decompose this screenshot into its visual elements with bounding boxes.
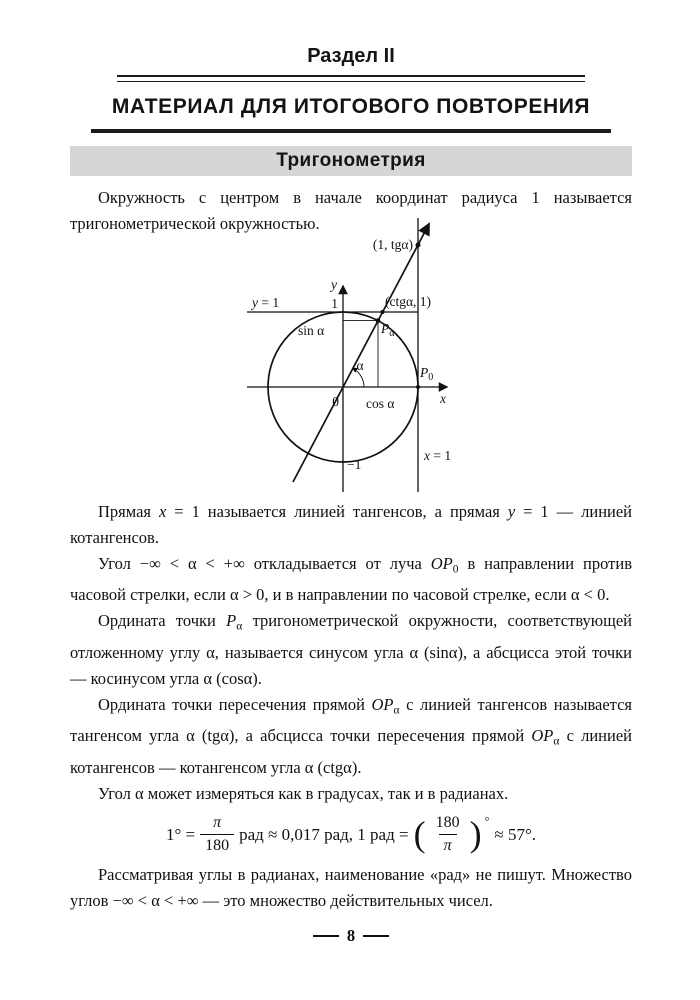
degree-sign: °	[484, 813, 490, 828]
point-tangent-intersection	[416, 243, 421, 248]
label-y-axis: y	[331, 277, 337, 292]
paragraph-tg-ctg-definition: Ордината точки пересечения прямой $OP_\alpha$ с линией тангенсов называется тангенсом угла α (tgα), а абсцисса точки пересечения прямой $OP_\alpha$ с линией котангенсов — котангенсом угла α (ctgα).	[70, 694, 632, 777]
point-cotangent-intersection	[380, 310, 384, 314]
label-sin-alpha: sin α	[298, 323, 325, 338]
label-angle-alpha: α	[356, 358, 364, 373]
paragraph-angle-direction: Угол −∞ < α < +∞ откладывается от луча $OP_0$ в направлении против часовой стрелки, если α > 0, и в направлении по часовой стрелке, если α < 0.	[70, 554, 632, 605]
paragraph-sin-cos-definition: Ордината точки $P_\alpha$ тригонометрической окружности, соответствующей отложенному углу α, называется синусом угла α (sinα), а абсцисса этой точки — косинусом угла α (cosα).	[70, 611, 632, 688]
thick-rule	[91, 129, 611, 133]
label-cos-alpha: cos α	[366, 396, 395, 411]
radian-degree-formula	[70, 815, 632, 854]
label-minus-one: −1	[347, 457, 362, 472]
section-title: Раздел II	[307, 45, 395, 67]
right-dash	[363, 935, 389, 937]
label-x-axis: x	[440, 391, 446, 406]
fraction-180-over-pi: $\frac{180}{\pi}$	[435, 813, 460, 854]
label-tg-point: (1, tgα)	[372, 237, 413, 252]
paragraph-tangent-cotangent-lines: Прямая x = 1 называется линией тангенсов, а прямая y = 1 — линией котангенсов.	[70, 502, 633, 547]
label-ctg-point: (ctgα, 1)	[385, 294, 432, 309]
page-footer	[70, 926, 632, 946]
label-p0: $P_0$	[420, 365, 434, 383]
point-p0	[416, 385, 420, 389]
page-number: 8	[346, 925, 356, 945]
point-p-alpha	[376, 318, 381, 323]
paragraph-intro: Окружность с центром в начале координат радиуса 1 называется тригонометрической окружностью.	[70, 188, 632, 233]
label-x-eq-1: x = 1	[424, 448, 452, 463]
page-header	[70, 44, 632, 176]
chapter-title: Тригонометрия	[276, 150, 426, 171]
paragraph-radian-set: Рассматривая углы в радианах, наименование «рад» не пишут. Множество углов −∞ < α < +∞ — это множество действительных чисел.	[70, 864, 632, 910]
terminal-ray	[293, 224, 432, 482]
formula-mid: рад ≈ 0,017 рад, 1 рад =	[239, 824, 409, 844]
chapter-banner	[70, 146, 632, 176]
main-title: МАТЕРИАЛ ДЛЯ ИТОГОВОГО ПОВТОРЕНИЯ	[111, 95, 591, 118]
content-area	[70, 185, 632, 914]
formula-rhs: ≈ 57°.	[494, 824, 537, 844]
paragraph-degrees-radians: Угол α может измеряться как в градусах, так и в радианах.	[98, 783, 509, 803]
close-paren: )	[469, 814, 482, 855]
label-y-eq-1: y = 1	[252, 295, 280, 310]
left-dash	[313, 935, 339, 937]
label-origin: 0	[332, 394, 339, 409]
open-paren: (	[413, 814, 426, 855]
formula-lhs: 1° =	[165, 824, 196, 844]
double-rule	[117, 75, 585, 82]
fraction-pi-over-180: $\frac{\pi}{180}$	[200, 815, 234, 854]
label-one: 1	[331, 296, 338, 311]
label-p-alpha: $P_\alpha$	[381, 321, 395, 339]
unit-circle-diagram	[236, 207, 466, 499]
